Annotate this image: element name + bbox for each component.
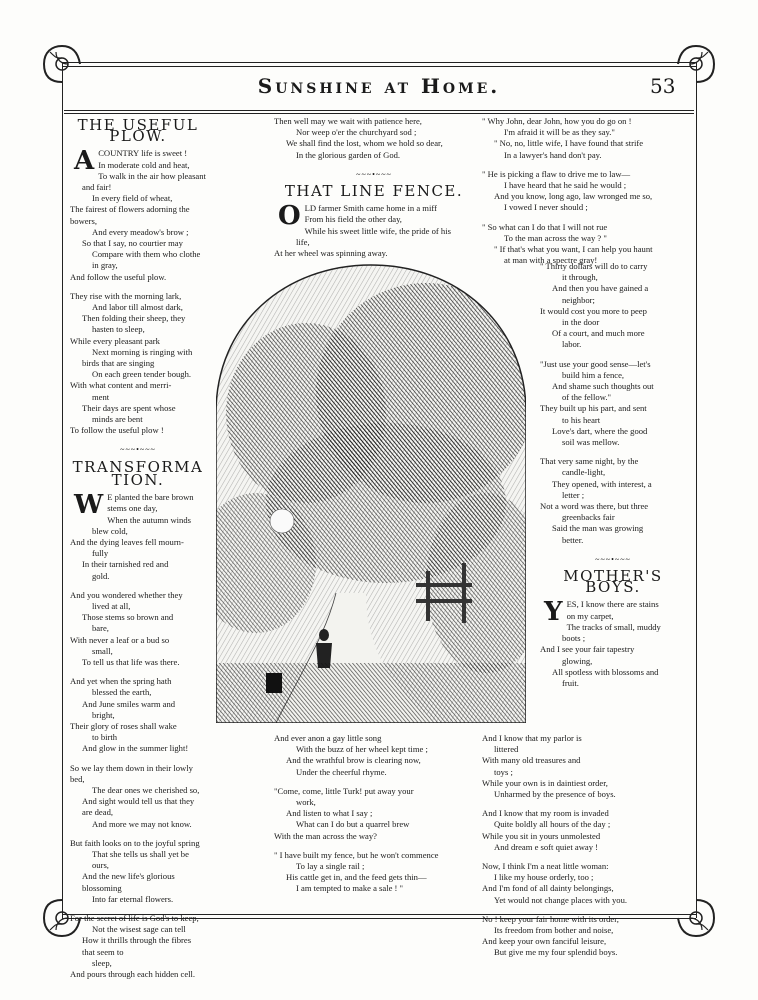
verse-line: ment — [92, 391, 110, 402]
verse-line: The fairest of flowers adorning the bowers, — [70, 204, 190, 226]
poem-continuation — [274, 116, 474, 161]
verse-line: bright, — [92, 709, 115, 720]
column-middle-bottom — [274, 733, 474, 903]
drop-cap: W — [74, 490, 104, 521]
verse-line: And the wrathful brow is clearing now, — [286, 755, 421, 766]
verse-line: And I know that my room is invaded — [482, 808, 609, 819]
verse-line: gold. — [92, 570, 110, 581]
stanza — [274, 116, 474, 161]
verse-line: But faith looks on to the joyful spring — [70, 837, 200, 848]
verse-line: No ! keep your fair home with its order, — [482, 913, 619, 924]
column-left — [70, 118, 206, 988]
verse-line: I have heard that he said he would ; — [504, 180, 627, 191]
verse-line: better. — [562, 534, 584, 545]
verse-line: And more we may not know. — [92, 818, 192, 829]
verse-line: minds are bent — [92, 414, 143, 425]
verse-line: They opened, with interest, a — [552, 478, 652, 489]
verse-line: And I'm fond of all dainty belongings, — [482, 883, 614, 894]
verse-line: And then you have gained a — [552, 283, 649, 294]
verse-line: In their tarnished red and — [82, 559, 169, 570]
verse-line: At her wheel was spinning away. — [274, 248, 388, 259]
drop-cap: O — [278, 201, 301, 232]
verse-line: Its freedom from bother and noise, — [494, 925, 614, 936]
verse-line: In every field of wheat, — [92, 193, 173, 204]
poem-title-mothers-boys: MOTHER'S BOYS. — [563, 567, 663, 597]
verse-line: glowing, — [562, 655, 593, 666]
verse-line: Their days are spent whose — [82, 402, 176, 413]
verse-line: toys ; — [494, 766, 513, 777]
verse-line: greenbacks fair — [562, 512, 615, 523]
verse-line: of the fellow." — [562, 392, 612, 403]
stanza — [70, 763, 206, 830]
verse-line: Then folding their sheep, they — [82, 313, 186, 324]
verse-line: build him a fence, — [562, 369, 625, 380]
verse-line: To walk in the air how pleasant and fair! — [82, 170, 206, 193]
verse-line: With many old treasures and — [482, 755, 581, 766]
verse-line: That very same night, by the — [540, 456, 639, 467]
verse-line: Nor weep o'er the churchyard sod ; — [296, 127, 417, 138]
verse-line: to his heart — [562, 414, 601, 425]
verse-line: Those stems so brown and — [82, 612, 174, 623]
verse-line: Said the man was growing — [552, 523, 644, 534]
column-right-middle — [540, 261, 686, 697]
column-middle-top — [274, 116, 474, 267]
stanza — [70, 590, 206, 668]
verse-line: But give me my four splendid boys. — [494, 947, 618, 958]
section-ornament: ~~~•~~~ — [120, 445, 156, 455]
frame-left-rule — [62, 62, 63, 918]
verse-line: "Come, come, little Turk! put away your — [274, 785, 414, 796]
verse-line: labor. — [562, 339, 582, 350]
stanza — [274, 786, 474, 842]
verse-line: When the autumn winds — [107, 514, 191, 525]
column-right-bottom — [482, 733, 686, 967]
verse-line: blessed the earth, — [92, 687, 152, 698]
header-rule — [64, 110, 694, 111]
frame-right-rule — [696, 62, 697, 918]
verse-line: And the new life's glorious blossoming — [82, 871, 175, 893]
verse-line: And dream e soft quiet away ! — [494, 841, 599, 852]
verse-line: " Thirty dollars will do to carry — [540, 261, 648, 271]
verse-line: Their glory of roses shall wake — [70, 720, 177, 731]
verse-line: work, — [296, 797, 316, 808]
poem-line-fence — [274, 203, 474, 259]
verse-line: in the door — [562, 317, 600, 328]
verse-line: With the man across the way? — [274, 830, 377, 841]
verse-line: And I know that my parlor is — [482, 733, 582, 743]
verse-line: littered — [494, 744, 519, 755]
verse-line: So that I say, no courtier may — [82, 238, 183, 249]
verse-line: life, — [296, 236, 310, 247]
verse-line: " Why John, dear John, how you do go on ! — [482, 116, 632, 126]
verse-line: neighbor; — [562, 294, 595, 305]
header-rule-inner — [64, 113, 694, 114]
verse-line: And sight would tell us that they are dead, — [82, 796, 195, 818]
stanza — [70, 913, 206, 980]
verse-line: While every pleasant park — [70, 335, 160, 346]
verse-line: How it thrills through the fibres that seem to — [82, 935, 192, 957]
verse-line: In a lawyer's hand don't pay. — [504, 149, 602, 160]
verse-line: The dear ones we cherished so, — [92, 784, 200, 795]
verse-line: soil was mellow. — [562, 437, 620, 448]
frame-top-rule-inner — [62, 66, 696, 67]
verse-line: " He is picking a flaw to drive me to law— — [482, 168, 631, 179]
verse-line: LD farmer Smith came home in a miff — [304, 203, 437, 214]
verse-line: And follow the useful plow. — [70, 271, 167, 282]
verse-line: sleep, — [92, 957, 112, 968]
poem-title-transformation-line1: TRANSFORMA — [72, 457, 204, 476]
stanza — [274, 733, 474, 778]
poem-mothers-boys — [540, 599, 686, 689]
verse-line: With never a leaf or a bud so — [70, 634, 170, 645]
verse-line: And June smiles warm and — [82, 698, 176, 709]
verse-line: blew cold, — [92, 525, 128, 536]
section-ornament: ~~~•~~~ — [356, 169, 392, 179]
stanza — [70, 492, 206, 582]
stanza — [482, 222, 686, 267]
verse-line: boots ; — [562, 633, 586, 644]
verse-line: And you wondered whether they — [70, 589, 183, 600]
poem-title-transformation-line2: TION. — [111, 470, 165, 489]
verse-line: And pours through each hidden cell. — [70, 969, 196, 980]
stanza — [540, 599, 686, 689]
verse-line: I am tempted to make a sale ! " — [296, 883, 404, 894]
verse-line: And yet when the spring hath — [70, 676, 172, 687]
stanza — [540, 456, 686, 546]
verse-line: on my carpet, — [566, 610, 614, 621]
verse-line: With the buzz of her wheel kept time ; — [296, 744, 428, 755]
verse-line: It would cost you more to peep — [540, 305, 647, 316]
verse-line: Quite boldly all hours of the day ; — [494, 819, 611, 830]
verse-line: From his field the other day, — [304, 214, 402, 225]
stanza — [482, 116, 686, 161]
stanza — [482, 914, 686, 959]
verse-line: Under the cheerful rhyme. — [296, 766, 387, 777]
verse-line: That she tells us shall yet be ours, — [92, 848, 189, 871]
verse-line: In the glorious garden of God. — [296, 149, 401, 160]
verse-line: So we lay them down in their lowly bed, — [70, 762, 193, 784]
verse-line: " I have built my fence, but he won't commence — [274, 849, 439, 860]
verse-line: at man with a spectre gray! — [504, 255, 598, 266]
verse-line: candle-light, — [562, 467, 606, 478]
verse-line: Love's dart, where the good — [552, 425, 648, 436]
column-right-top — [482, 116, 686, 274]
verse-line: " So what can I do that I will not rue — [482, 221, 608, 232]
verse-line: ES, I know there are stains — [566, 599, 659, 610]
verse-line: For the secret of life is God's to keep, — [70, 913, 199, 923]
verse-line: fruit. — [562, 677, 579, 688]
verse-line: And labor till almost dark, — [92, 302, 183, 313]
verse-line: And every meadow's brow ; — [92, 226, 189, 237]
verse-line: Not a word was there, but three — [540, 501, 649, 512]
verse-line: stems one day, — [107, 503, 158, 514]
engraving-illustration — [216, 263, 526, 723]
poem-transformation — [70, 492, 206, 980]
verse-line: I like my house orderly, too ; — [494, 872, 594, 883]
verse-line: To tell us that life was there. — [82, 656, 180, 667]
verse-line: All spotless with blossoms and — [552, 666, 659, 677]
verse-line: COUNTRY life is sweet ! — [98, 148, 188, 159]
verse-line: it through, — [562, 272, 598, 283]
running-title: Sunshine at Home. — [257, 74, 501, 98]
verse-line: small, — [92, 645, 113, 656]
stanza — [482, 808, 686, 853]
verse-line: To follow the useful plow ! — [70, 425, 164, 436]
verse-line: bare, — [92, 623, 109, 634]
verse-line: Now, I think I'm a neat little woman: — [482, 861, 609, 872]
stanza — [70, 676, 206, 754]
stanza — [540, 261, 686, 351]
verse-line: to birth — [92, 732, 118, 743]
verse-line: While you sit in yours unmolested — [482, 830, 601, 841]
verse-line: What can I do but a quarrel brew — [296, 819, 410, 830]
verse-line: We shall find the lost, whom we hold so dear, — [286, 138, 443, 149]
stanza — [540, 359, 686, 449]
verse-line: And shame such thoughts out — [552, 381, 654, 392]
section-ornament: ~~~•~~~ — [595, 554, 631, 564]
stanza — [70, 291, 206, 437]
stanza — [274, 203, 474, 259]
verse-line: His cattle get in, and the feed gets thin— — [286, 872, 427, 883]
verse-line: And listen to what I say ; — [286, 808, 373, 819]
verse-line: I'm afraid it will be as they say." — [504, 127, 615, 138]
poem-title-line-fence: THAT LINE FENCE. — [284, 182, 464, 201]
poem-title-useful-plow: THE USEFUL PLOW. — [77, 116, 199, 146]
stanza — [482, 169, 686, 214]
verse-line: And ever anon a gay little song — [274, 733, 382, 743]
verse-line: While his sweet little wife, the pride of his — [304, 225, 451, 236]
verse-line: Not the wisest sage can tell — [92, 924, 186, 935]
drop-cap: A — [74, 146, 95, 177]
verse-line: And glow in the summer light! — [82, 743, 189, 754]
poem-line-fence-continued — [274, 733, 474, 895]
verse-line: " If that's what you want, I can help you haunt — [494, 244, 653, 255]
verse-line: hasten to sleep, — [92, 324, 145, 335]
verse-line: And the dying leaves fell mourn- — [70, 536, 184, 547]
verse-line: And you know, long ago, law wronged me so, — [494, 191, 653, 202]
verse-line: The tracks of small, muddy — [566, 621, 661, 632]
verse-line: In moderate cold and heat, — [98, 159, 190, 170]
verse-line: While your own is in daintiest order, — [482, 777, 608, 788]
verse-line: And I see your fair tapestry — [540, 644, 635, 655]
verse-line: To lay a single rail ; — [296, 861, 365, 872]
verse-line: "Just use your good sense—let's — [540, 358, 651, 369]
page-number: 53 — [650, 74, 676, 98]
frame-top-rule — [62, 62, 696, 63]
poem-line-fence-dialogue — [482, 116, 686, 266]
verse-line: Yet would not change places with you. — [494, 894, 628, 905]
verse-line: lived at all, — [92, 600, 131, 611]
verse-line: Next morning is ringing with — [92, 346, 193, 357]
verse-line: Compare with them who clothe in gray, — [92, 249, 201, 271]
stanza — [274, 850, 474, 895]
verse-line: With what content and merri- — [70, 380, 172, 391]
verse-line: letter ; — [562, 489, 585, 500]
verse-line: E planted the bare brown — [107, 492, 194, 503]
verse-line: fully — [92, 548, 109, 559]
stanza — [482, 733, 686, 800]
verse-line: To the man across the way ? " — [504, 232, 607, 243]
stanza — [70, 838, 206, 905]
verse-line: " No, no, little wife, I have found that strife — [494, 138, 644, 149]
verse-line: On each green tender bough. — [92, 369, 192, 380]
verse-line: Then well may we wait with patience here, — [274, 116, 422, 126]
poem-mothers-boys-continued — [482, 733, 686, 959]
poem-line-fence-conclusion — [540, 261, 686, 546]
verse-line: Unharmed by the presence of boys. — [494, 789, 616, 800]
verse-line: Of a court, and much more — [552, 328, 645, 339]
verse-line: They rise with the morning lark, — [70, 290, 182, 301]
verse-line: And keep your own fanciful leisure, — [482, 936, 607, 947]
poem-useful-plow — [70, 148, 206, 436]
stanza — [482, 861, 686, 906]
drop-cap: Y — [544, 597, 563, 628]
stanza — [70, 148, 206, 282]
verse-line: birds that are singing — [82, 358, 155, 369]
verse-line: They built up his part, and sent — [540, 403, 647, 414]
verse-line: Into far eternal flowers. — [92, 893, 174, 904]
verse-line: I vowed I never should ; — [504, 202, 588, 213]
